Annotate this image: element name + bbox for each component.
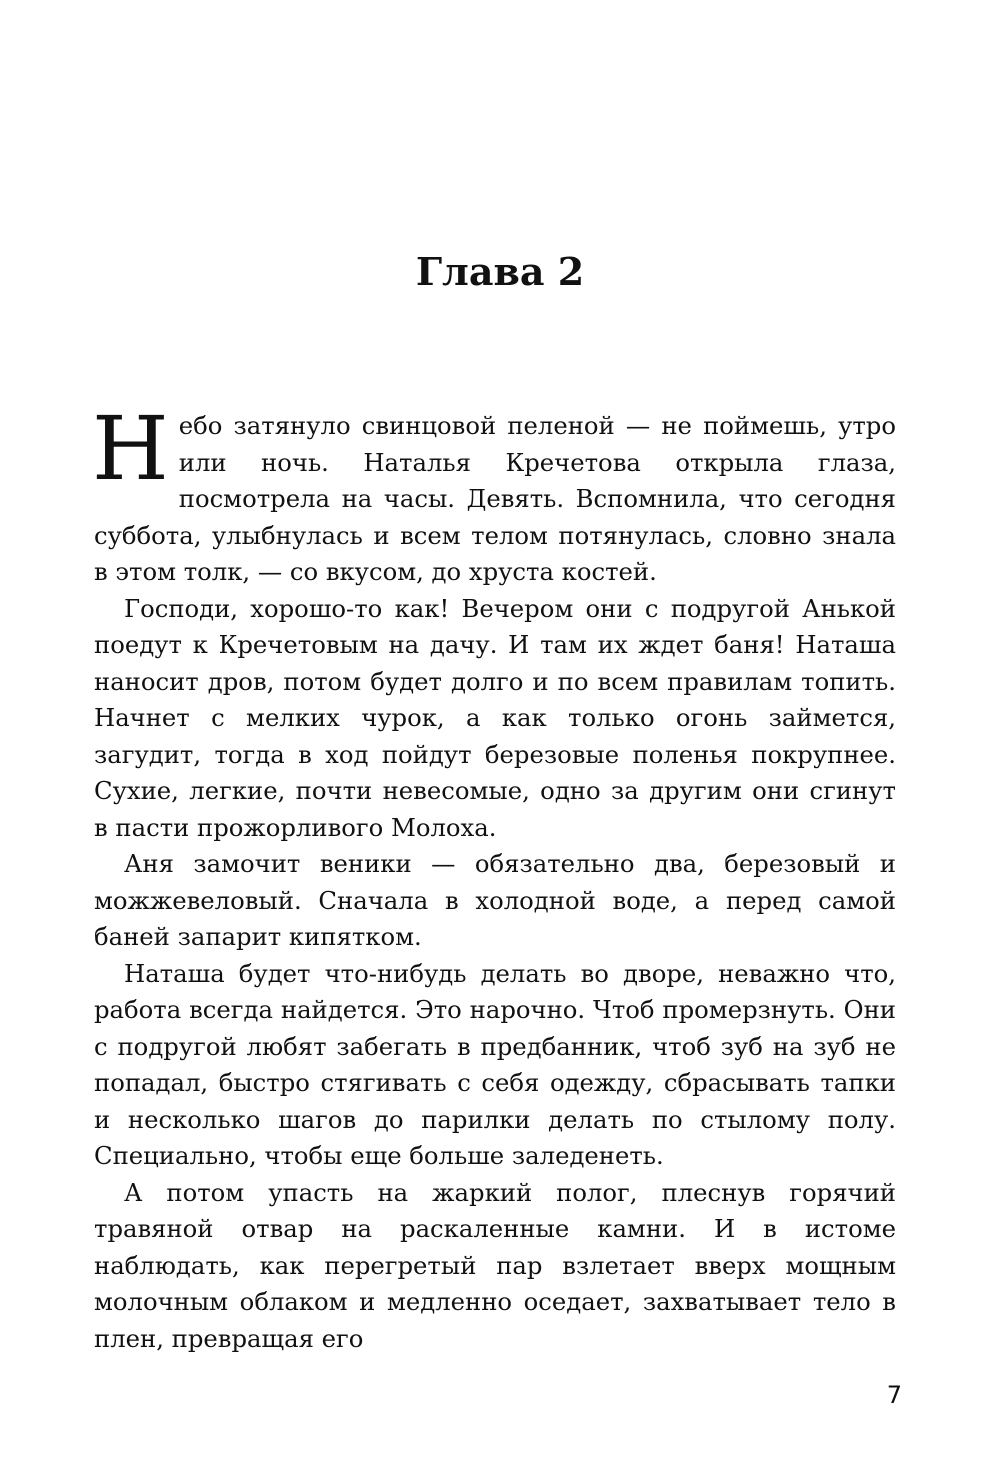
drop-cap: Н: [92, 397, 169, 500]
paragraph-1-text: ебо затянуло свинцовой пеленой — не поймешь, утро или ночь. Наталья Кречетова открыла глаза, посмотрела на часы. Девять. Вспомнила, что сегодня суббота, улыбнулась и всем телом потянулась, словно знала в этом толк, — со вкусом, до хруста костей.: [94, 411, 896, 586]
chapter-body: [92, 397, 896, 1357]
paragraph-4: Наташа будет что-нибудь делать во дворе, неважно что, работа всегда найдется. Это нарочно. Чтоб промерзнуть. Они с подругой любят забегать в предбанник, чтоб зуб на зуб не попадал, быстро стягивать с себя одежду, сбрасывать тапки и несколько шагов до парилки делать по стылому полу. Специально, чтобы еще больше заледенеть.: [94, 958, 896, 1170]
paragraph-3: Аня замочит веники — обязательно два, березовый и можжевеловый. Сначала в холодной воде, а перед самой баней запарит кипятком.: [94, 849, 896, 951]
page-number: 7: [886, 1381, 902, 1409]
paragraph-5: А потом упасть на жаркий полог, плеснув горячий травяной отвар на раскаленные камни. И в истоме наблюдать, как перегретый пар взлетает вверх мощным молочным облаком и медленно оседает, захватывает тело в плен, превращая его: [94, 1177, 896, 1353]
paragraph-2: Господи, хорошо-то как! Вечером они с подругой Анькой поедут к Кречетовым на дачу. И там их ждет баня! Наташа наносит дров, потом будет долго и по всем правилам топить. Начнет с мелких чурок, а как только огонь займется, загудит, тогда в ход пойдут березовые поленья покрупнее. Сухие, легкие, почти невесомые, одно за другим они сгинут в пасти прожорливого Молоха.: [94, 593, 896, 842]
paragraph-1: [92, 397, 896, 591]
chapter-title: Глава 2: [415, 249, 585, 294]
